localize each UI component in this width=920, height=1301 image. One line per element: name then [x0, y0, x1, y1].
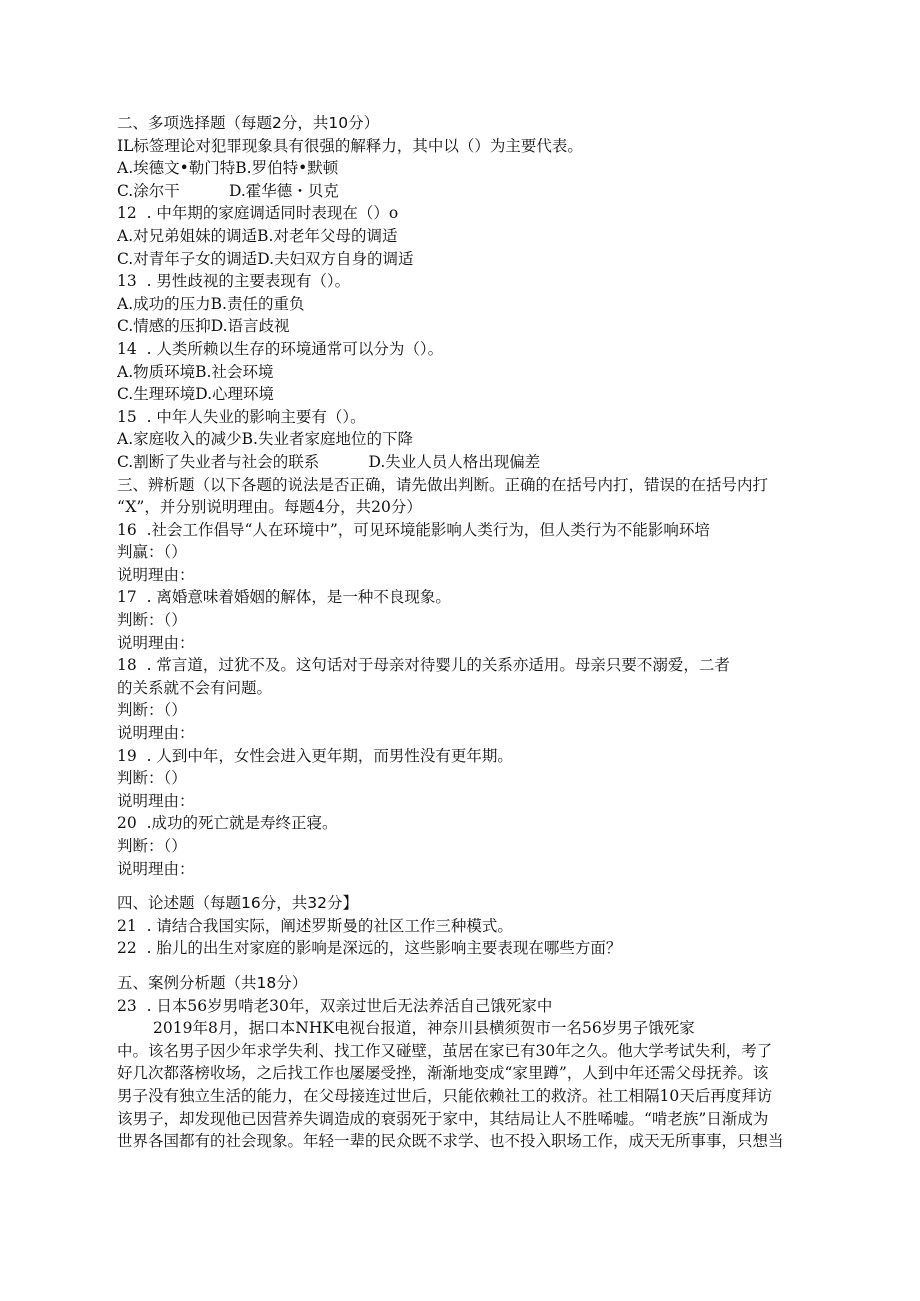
section3-line: 判断：（） [117, 701, 187, 720]
section3-line: 17 . 离婚意味着婚姻的解体，是一种不良现象。 [117, 588, 451, 607]
section2-line: C.对青年子女的调适D.夫妇双方自身的调适 [117, 249, 414, 268]
case-paragraph-line: 好几次都落榜收场，之后找工作也屡屡受挫，渐渐地变成“家里蹲”，人到中年还需父母抚养。该 [117, 1064, 769, 1083]
section3-line: 19 . 人到中年，女性会进入更年期，而男性没有更年期。 [117, 746, 513, 765]
spacer [117, 880, 857, 892]
case-paragraph-line: 世界各国都有的社会现象。年轻一辈的民众既不求学、也不投入职场工作，成天无所事事，只想当 [117, 1132, 784, 1151]
section2-line: 12 . 中年期的家庭调适同时表现在（）o [117, 204, 399, 223]
section2-line: C.情感的压抑D.语言歧视 [117, 317, 290, 336]
section2-line: C.割断了失业者与社会的联系 D.失业人员人格出现偏差 [117, 452, 541, 471]
section2-line: A.成功的压力B.责任的重负 [117, 294, 305, 313]
section2-body [117, 135, 857, 474]
section2-line: 13 . 男性歧视的主要表现有（）。 [117, 272, 351, 291]
section4-heading: 四、论述题（每题16分，共32分】 [117, 894, 358, 913]
case-paragraph-first-line: 2019年8月，据口本NHK电视台报道，神奈川县横须贺市一名56岁男子饿死家 [153, 1019, 695, 1038]
section4-line: 21 . 请结合我国实际，阐述罗斯曼的社区工作三种模式。 [117, 916, 513, 935]
case-paragraph-line: 该男子，却发现他已因营养失调造成的衰弱死于家中，其结局让人不胜唏嘘。“啃老族”日渐成为 [117, 1109, 769, 1128]
section2-line: C.生理环境D.心理环境 [117, 385, 275, 404]
section3-line: 判断：（） [117, 769, 187, 788]
section3-line: 判断：（） [117, 837, 187, 855]
section2-line: A.对兄弟姐妹的调适B.对老年父母的调适 [117, 226, 398, 245]
section3-line: 说明理由： [117, 859, 195, 878]
section2-heading: 二、多项选择题（每题2分，共10分） [117, 114, 380, 132]
section5-heading: 五、案例分析题（共18分） [117, 973, 308, 992]
section3-line: 说明理由： [117, 724, 195, 743]
section2-line: C.涂尔干 D.霍华德・贝克 [117, 181, 339, 200]
section4-body [117, 915, 857, 960]
section2-line: A.埃德文•勒门特B.罗伯特•默顿 [117, 159, 339, 178]
section3-line: 说明理由： [117, 633, 195, 652]
section2-line: A.物质环境B.社会环境 [117, 362, 274, 381]
section3-line: 判断：（） [117, 611, 187, 630]
section3-line: 说明理由： [117, 791, 195, 810]
section4-line: 22 . 胎儿的出生对家庭的影响是深远的，这些影响主要表现在哪些方面？ [117, 939, 622, 958]
section3-heading-cont: “X”，并分别说明理由。每题4分，共20分） [117, 498, 422, 517]
case-paragraph-line: 男子没有独立生活的能力，在父母接连过世后，只能依赖社工的救济。社工相隔10天后再度拜访 [117, 1086, 773, 1105]
section2-line: 15 . 中年人失业的影响主要有（）。 [117, 407, 366, 426]
section3-heading: 三、辨析题（以下各题的说法是否正确，请先做出判断。正确的在括号内打，错误的在括号内打 [117, 475, 769, 494]
section3-line: 20 .成功的死亡就是寿终正寝。 [117, 814, 338, 833]
section2-line: A.家庭收入的减少B.失业者家庭地位的下降 [117, 430, 413, 449]
spacer [117, 960, 857, 972]
section2-line: IL标签理论对犯罪现象具有很强的解释力，其中以（）为主要代表。 [117, 136, 583, 155]
section3-body [117, 519, 857, 881]
exam-page [117, 112, 857, 1153]
section3-line: 说明理由： [117, 565, 195, 584]
section3-line: 18 . 常言道，过犹不及。这句话对于母亲对待婴儿的关系亦适用。母亲只要不溺爱，二者 [117, 656, 730, 675]
case-title: 23 . 日本56岁男啃老30年，双亲过世后无法养活自己饿死家中 [117, 996, 553, 1015]
section3-line: 的关系就不会有问题。 [117, 678, 273, 697]
section3-line: 判赢：（） [117, 543, 187, 562]
section2-line: 14 . 人类所赖以生存的环境通常可以分为（）。 [117, 339, 444, 358]
case-paragraph-line: 中。该名男子因少年求学失利、找工作又碰壁，茧居在家已有30年之久。他大学考试失利，考了 [117, 1041, 773, 1060]
section3-line: 16 .社会工作倡导“人在环境中”，可见环境能影响人类行为，但人类行为不能影响环培 [117, 520, 710, 539]
